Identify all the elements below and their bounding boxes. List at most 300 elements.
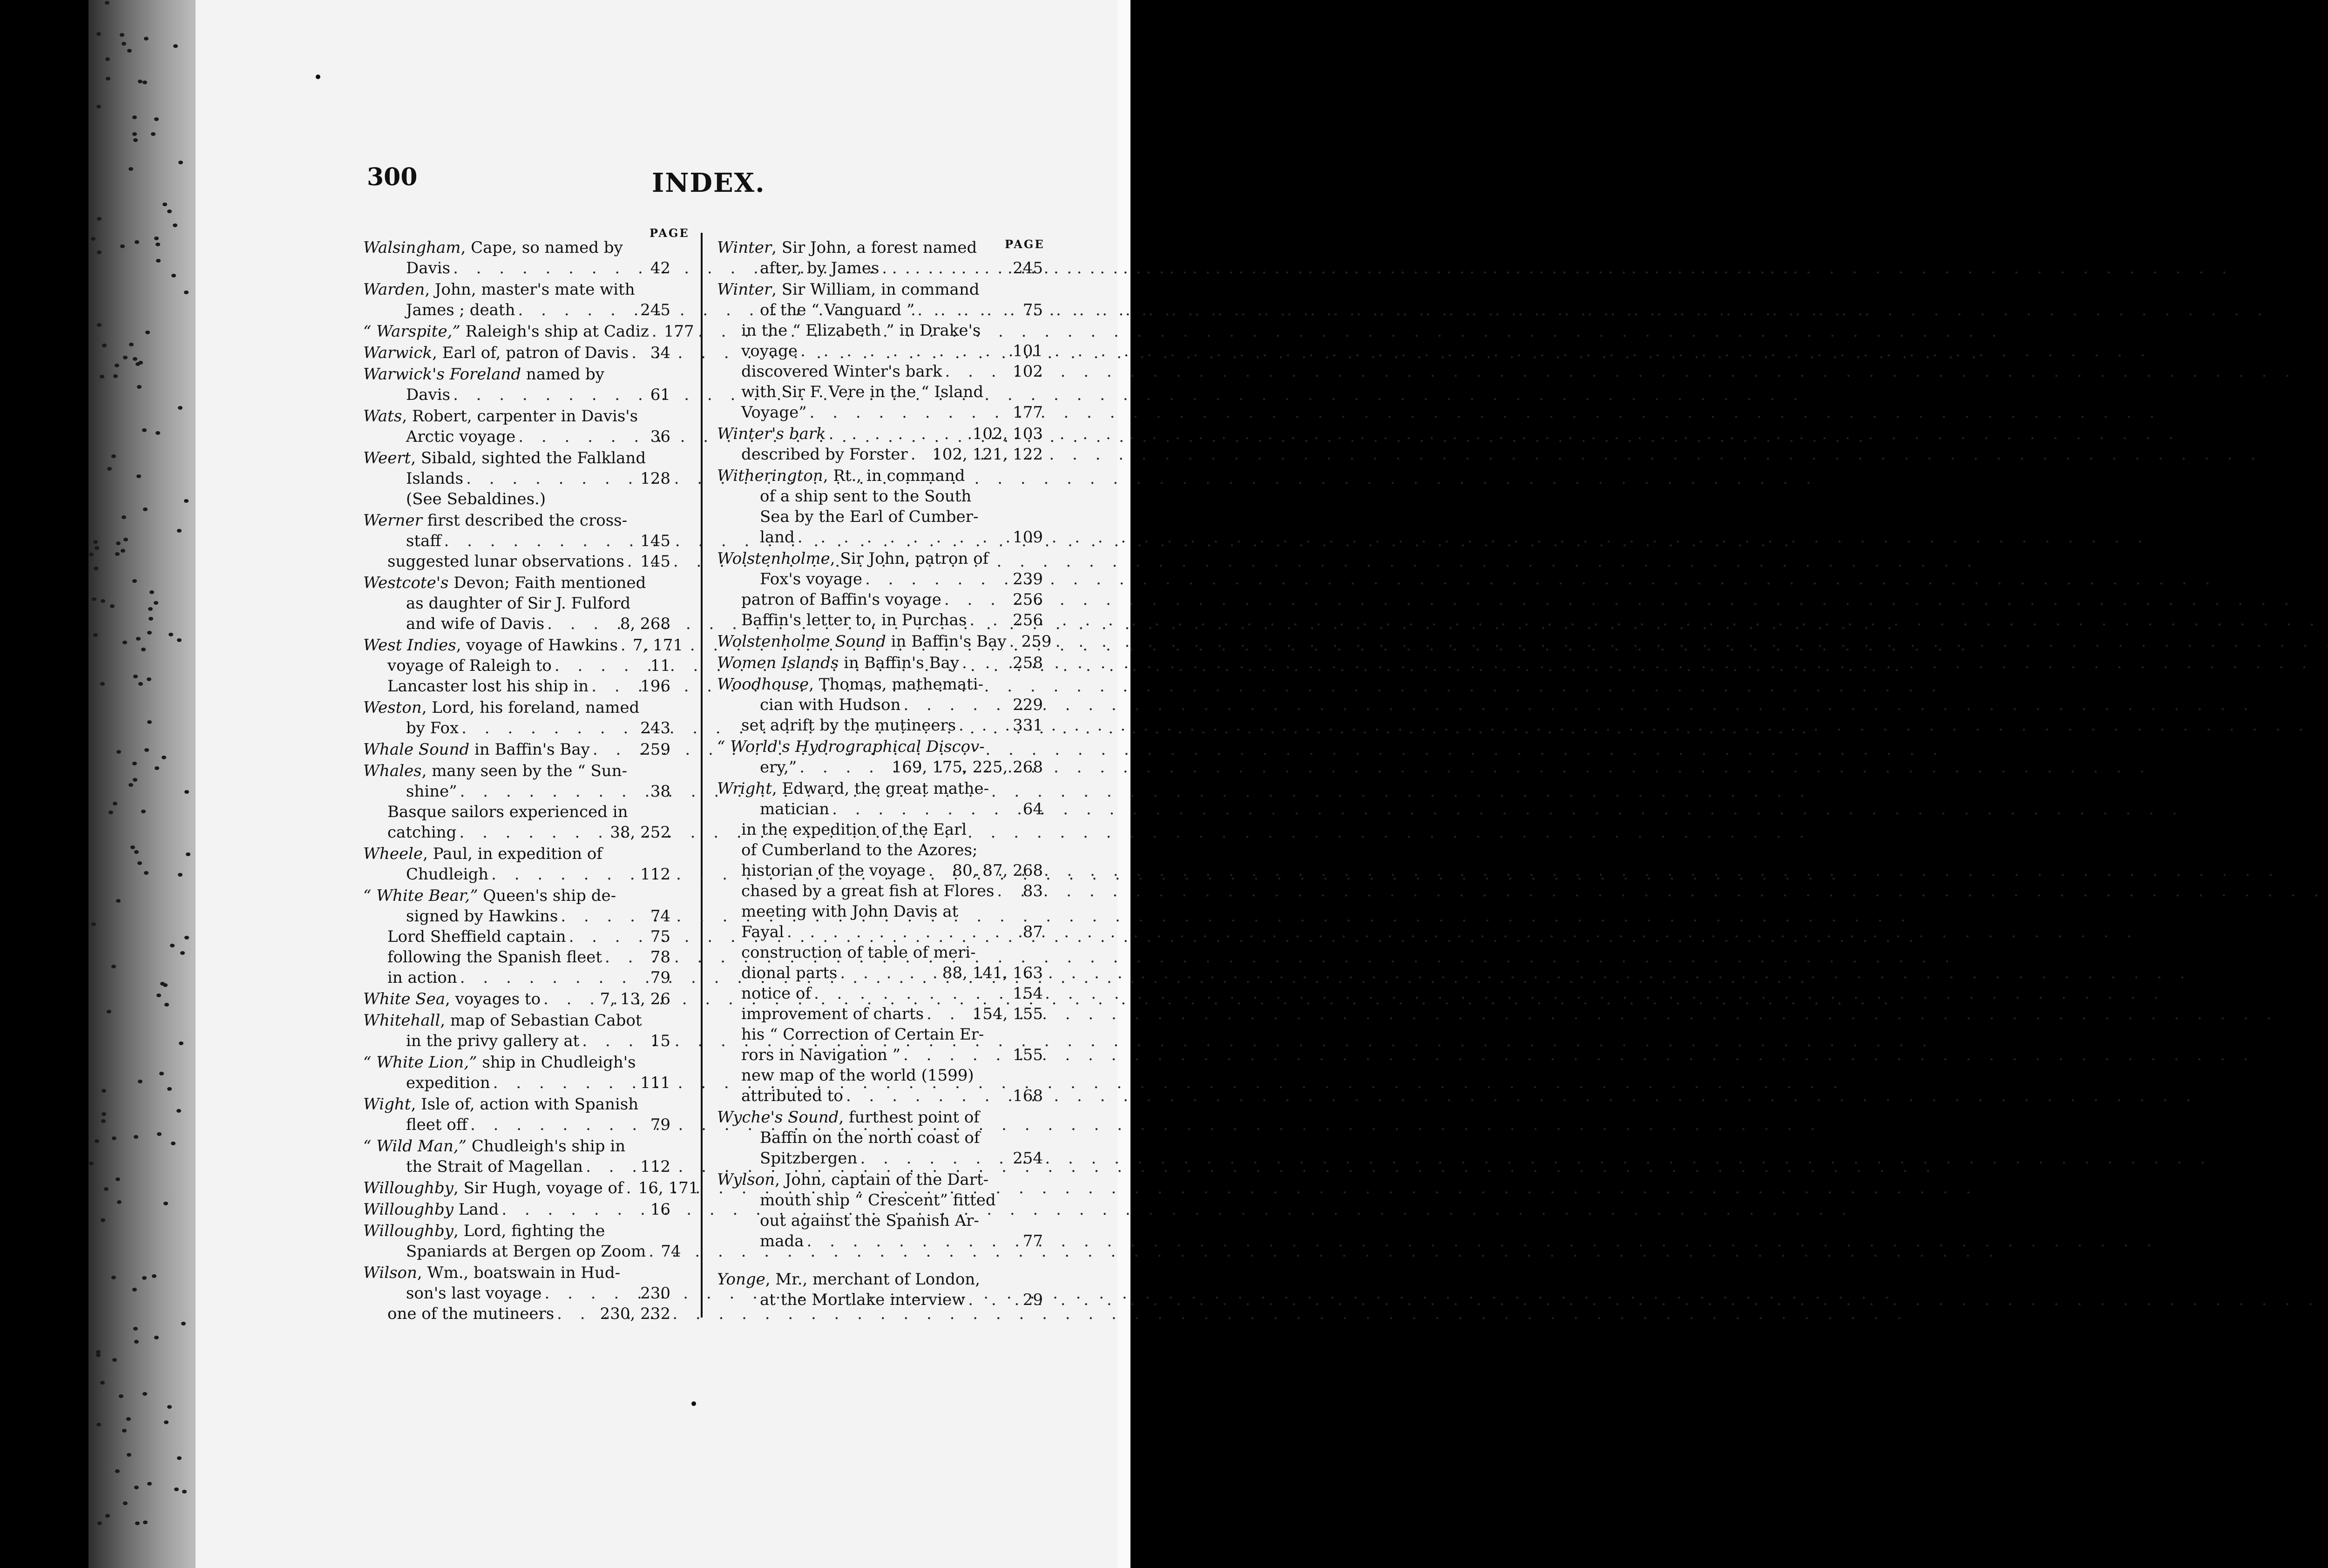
- page-ref: 254: [1013, 1149, 1043, 1168]
- index-line: [363, 1052, 670, 1073]
- index-line: [363, 573, 670, 593]
- edge-speck: [148, 607, 153, 611]
- index-entry: [717, 674, 1043, 736]
- entry-text: Davis: [406, 259, 451, 277]
- index-entry: [717, 1169, 1043, 1251]
- index-line: [363, 718, 670, 738]
- index-entry: [363, 510, 670, 572]
- edge-speck: [133, 1327, 138, 1331]
- index-line: [363, 1031, 670, 1051]
- edge-speck: [97, 1521, 102, 1525]
- edge-speck: [122, 515, 126, 519]
- index-line: [363, 656, 670, 676]
- edge-speck: [116, 541, 121, 545]
- index-line: [717, 610, 1043, 630]
- page-ref: 16: [650, 1200, 670, 1219]
- dot-leader: [544, 614, 620, 634]
- index-line: [363, 406, 670, 426]
- edge-speck: [96, 1423, 101, 1426]
- edge-speck: [96, 32, 101, 36]
- edge-speck: [178, 406, 183, 410]
- page-ref: 38: [650, 782, 670, 801]
- dot-leader: [579, 1031, 650, 1051]
- page-ref: 145: [640, 532, 670, 550]
- index-line: [363, 364, 670, 385]
- index-line: [717, 548, 1043, 569]
- index-line: [363, 531, 670, 551]
- index-line: [717, 1290, 1043, 1310]
- entry-text: in the privy gallery at: [406, 1032, 580, 1050]
- edge-speck: [186, 852, 190, 856]
- page-ref: 145: [640, 552, 670, 571]
- edge-speck: [162, 756, 166, 759]
- index-line: [363, 1199, 670, 1220]
- entry-text: Werner first described the cross-: [363, 511, 628, 530]
- entry-text: catching: [387, 823, 457, 842]
- edge-speck: [154, 237, 159, 240]
- dot-leader: [459, 718, 640, 738]
- entry-text: Fayal: [741, 923, 784, 941]
- index-line: [363, 448, 670, 468]
- entry-text: Willoughby, Sir Hugh, voyage of: [363, 1179, 623, 1197]
- index-line: [717, 737, 1043, 757]
- page-column-label-left: PAGE: [650, 226, 690, 240]
- index-entry: [363, 279, 670, 320]
- edge-speck: [126, 1417, 131, 1421]
- edge-speck: [113, 374, 118, 378]
- edge-speck: [93, 540, 98, 544]
- edge-speck: [171, 274, 176, 277]
- entry-text: Walsingham, Cape, so named by: [363, 238, 623, 257]
- dot-leader: [590, 739, 640, 760]
- index-line: [363, 468, 670, 489]
- page-ref: 169, 175, 225, 268: [892, 758, 1043, 777]
- page-ref: 245: [640, 301, 670, 319]
- page-ref: 80, 87, 268: [952, 861, 1043, 880]
- dot-leader: [589, 676, 640, 696]
- dot-leader: [602, 947, 650, 967]
- index-entry: [717, 466, 1043, 547]
- index-line: [717, 237, 1043, 258]
- index-line: [717, 361, 1043, 382]
- entry-heading: Wilson: [363, 1264, 417, 1282]
- index-line: [717, 674, 1043, 695]
- edge-speck: [170, 944, 175, 947]
- dot-leader: [965, 1290, 1023, 1310]
- index-line: [363, 279, 670, 300]
- page-ref: 154: [1013, 984, 1043, 1003]
- index-entry: [363, 321, 694, 342]
- dot-leader: [456, 822, 610, 843]
- page-ref: 230: [640, 1284, 670, 1303]
- entry-heading: “ Warspite,”: [363, 322, 460, 341]
- edge-speck: [95, 546, 99, 550]
- page-number: 300: [367, 163, 418, 191]
- edge-speck: [167, 1087, 172, 1091]
- index-entry: [363, 364, 670, 405]
- entry-text: in the expedition of the Earl: [741, 820, 967, 839]
- dot-leader: [829, 799, 1023, 819]
- index-line: [363, 237, 670, 258]
- dot-leader: [463, 468, 640, 489]
- page-ref: 11: [650, 656, 670, 675]
- index-line: [717, 279, 1043, 300]
- edge-speck: [102, 1112, 106, 1116]
- index-line: [363, 635, 684, 656]
- edge-speck: [135, 362, 140, 366]
- page-ref: 229: [1013, 696, 1043, 714]
- entry-text: Baffin's letter to, in Purchas: [741, 611, 967, 629]
- index-line: [717, 382, 1043, 402]
- page-ref: 102, 121, 122: [932, 445, 1043, 464]
- entry-text: ery,”: [760, 758, 797, 777]
- index-entry: [717, 237, 1043, 278]
- index-line: [717, 778, 1043, 799]
- dot-leader: [804, 1231, 1023, 1251]
- edge-speck: [156, 243, 160, 246]
- index-line: [717, 757, 1043, 777]
- page-ref: 36: [650, 427, 670, 446]
- edge-speck: [157, 1132, 162, 1136]
- page-ref: 8, 268: [620, 615, 670, 633]
- index-line: [363, 781, 670, 802]
- edge-speck: [164, 1003, 169, 1007]
- index-entry: [363, 1052, 670, 1093]
- entry-text: in action: [387, 968, 457, 987]
- edge-speck: [112, 1136, 116, 1140]
- page-ref: 7, 13, 26: [600, 990, 670, 1008]
- edge-speck: [96, 1353, 101, 1357]
- entry-text: new map of the world (1599): [741, 1066, 974, 1085]
- edge-speck: [121, 549, 125, 553]
- index-line: [717, 983, 1043, 1004]
- page-ref: 112: [640, 1157, 670, 1176]
- index-line: [717, 901, 1043, 922]
- entry-heading: Willoughby: [363, 1222, 453, 1240]
- entry-text: Wolstenholme, Sir John, patron of: [717, 549, 989, 568]
- edge-speck: [115, 1469, 120, 1473]
- entry-text: shine”: [406, 782, 457, 801]
- dot-leader: [541, 989, 600, 1009]
- page-ref: 230, 232: [600, 1304, 670, 1323]
- entry-text: Basque sailors experienced in: [387, 803, 628, 821]
- index-line: [363, 510, 670, 531]
- index-entry: [717, 653, 1043, 673]
- dot-leader: [879, 258, 1013, 278]
- edge-speck: [138, 1080, 142, 1083]
- dot-leader: [618, 635, 633, 656]
- edge-speck: [89, 553, 94, 556]
- edge-speck: [132, 132, 137, 136]
- edge-speck: [101, 599, 105, 603]
- edge-speck: [135, 1521, 140, 1525]
- entry-text: Westcote's Devon; Faith mentioned: [363, 574, 646, 592]
- running-head: INDEX.: [652, 168, 765, 198]
- index-line: [717, 860, 1043, 881]
- edge-speck: [115, 1177, 120, 1181]
- index-line: [363, 1221, 670, 1241]
- entry-text: with Sir F. Vere in the “ Island: [741, 383, 984, 401]
- index-entry: [363, 1010, 670, 1051]
- edge-speck: [123, 356, 128, 359]
- dot-leader: [941, 589, 1013, 610]
- entry-text: after, by James: [760, 259, 880, 277]
- edge-speck: [95, 1139, 99, 1143]
- index-entry: [363, 635, 684, 696]
- entry-heading: “ White Lion,”: [363, 1053, 477, 1072]
- page-ref: 16, 171: [638, 1179, 699, 1197]
- index-entry: [363, 844, 670, 885]
- index-line: [363, 489, 670, 509]
- edge-speck: [130, 845, 135, 849]
- entry-text: of the “ Vanguard ”: [760, 301, 915, 319]
- page-ref: 258: [1013, 654, 1043, 672]
- edge-speck: [177, 638, 182, 642]
- index-line: [363, 761, 670, 781]
- edge-speck: [147, 720, 152, 724]
- entry-text: matician: [760, 800, 830, 818]
- entry-heading: Wyche's Sound: [717, 1108, 839, 1127]
- entry-heading: Whales: [363, 762, 422, 780]
- page-ref: 101: [1013, 342, 1043, 360]
- index-entry: [363, 1221, 681, 1262]
- edge-speck: [160, 982, 165, 986]
- edge-speck: [116, 750, 121, 754]
- entry-heading: Wats: [363, 407, 402, 426]
- index-line: [363, 802, 670, 822]
- edge-speck: [129, 783, 133, 787]
- dot-leader: [811, 983, 1013, 1004]
- edge-speck: [111, 965, 116, 968]
- index-line: [363, 258, 670, 278]
- entry-heading: Wheele: [363, 845, 423, 863]
- index-entry: [363, 1178, 699, 1198]
- edge-speck: [105, 57, 110, 61]
- page-ref: 74: [650, 907, 670, 926]
- entry-text: staff: [406, 532, 441, 550]
- index-line: [717, 1190, 1043, 1210]
- entry-text: Warwick, Earl of, patron of Davis: [363, 344, 629, 362]
- index-line: [717, 922, 1043, 942]
- index-line: [717, 569, 1043, 589]
- entry-heading: Willoughby: [363, 1200, 453, 1219]
- edge-speck: [176, 1109, 181, 1113]
- edge-speck: [92, 597, 96, 601]
- entry-heading: Weston: [363, 698, 422, 717]
- entry-heading: Winter's bark: [717, 425, 826, 443]
- index-line: [363, 822, 670, 843]
- index-line: [363, 676, 670, 696]
- page-ref: 79: [650, 1115, 670, 1134]
- page-ref: 331: [1013, 716, 1043, 735]
- entry-text: of Cumberland to the Azores;: [741, 841, 978, 859]
- entry-text: “ White Bear,” Queen's ship de-: [363, 886, 616, 905]
- edge-speck: [142, 1276, 147, 1280]
- entry-heading: Wolstenholme Sound: [717, 632, 886, 651]
- entry-text: Wheele, Paul, in expedition of: [363, 845, 602, 863]
- edge-speck: [143, 507, 148, 511]
- index-line: [363, 1073, 670, 1093]
- index-line: [363, 1136, 670, 1156]
- edge-speck: [122, 42, 126, 46]
- entry-heading: “ Wild Man,”: [363, 1137, 467, 1156]
- edge-speck: [122, 1429, 127, 1433]
- page-ref: 61: [650, 385, 670, 404]
- index-line: [717, 963, 1043, 983]
- edge-speck: [102, 344, 107, 347]
- edge-speck: [100, 1381, 105, 1385]
- dot-leader: [914, 300, 1022, 320]
- index-line: [363, 1263, 670, 1283]
- dot-leader: [450, 385, 650, 405]
- entry-text: Sea by the Earl of Cumber-: [760, 507, 979, 526]
- index-line: [717, 527, 1043, 547]
- index-line: [363, 697, 670, 718]
- dot-leader: [554, 1304, 600, 1324]
- book-page-edges: [88, 0, 196, 1568]
- index-line: [717, 589, 1043, 610]
- edge-speck: [122, 641, 127, 644]
- edge-speck: [164, 1420, 169, 1424]
- index-entry: [717, 548, 1043, 630]
- index-line: [717, 881, 1043, 901]
- dot-leader: [826, 424, 973, 444]
- index-line: [363, 947, 670, 967]
- index-entry: [363, 739, 670, 760]
- edge-speck: [174, 1487, 179, 1491]
- dot-leader: [967, 610, 1013, 630]
- dot-leader: [807, 402, 1013, 423]
- entry-text: Winter, Sir John, a forest named: [717, 238, 977, 257]
- index-line: [363, 967, 670, 988]
- dot-leader: [515, 300, 641, 320]
- edge-speck: [167, 210, 172, 213]
- page-ref: 245: [1013, 259, 1043, 277]
- entry-text: set adrift by the mutineers: [741, 716, 956, 735]
- page-ref: 102, 103: [972, 425, 1043, 443]
- dot-leader: [956, 715, 1013, 736]
- edge-speck: [97, 217, 102, 221]
- index-line: [717, 1231, 1043, 1251]
- edge-speck: [117, 1200, 122, 1204]
- dot-leader: [629, 343, 650, 363]
- entry-text: discovered Winter's bark: [741, 362, 942, 381]
- edge-speck: [167, 1405, 172, 1409]
- edge-speck: [136, 637, 141, 641]
- entry-heading: Winter: [717, 280, 772, 299]
- edge-speck: [105, 1, 109, 5]
- index-line: [717, 486, 1043, 507]
- dot-leader: [795, 527, 1013, 547]
- edge-speck: [144, 748, 149, 752]
- entry-text: suggested lunar observations: [387, 552, 624, 571]
- entry-text: Lord Sheffield captain: [387, 927, 566, 946]
- entry-heading: “ White Bear,”: [363, 886, 478, 905]
- entry-heading: White Sea: [363, 990, 445, 1008]
- entry-text: Whales, many seen by the “ Sun-: [363, 762, 628, 780]
- entry-text: patron of Baffin's voyage: [741, 590, 941, 609]
- edge-speck: [181, 1322, 186, 1325]
- entry-text: chased by a great fish at Flores: [741, 882, 995, 900]
- entry-text: cian with Hudson: [760, 696, 901, 714]
- index-line: [363, 906, 670, 926]
- edge-speck: [137, 861, 142, 865]
- entry-text: one of the mutineers: [387, 1304, 555, 1323]
- page-ref: 7, 171: [632, 636, 684, 655]
- entry-text: construction of table of meri-: [741, 943, 976, 962]
- edge-speck: [133, 675, 138, 678]
- entry-text: “ Warspite,” Raleigh's ship at Cadiz: [363, 322, 649, 341]
- edge-speck: [89, 1162, 94, 1165]
- dot-leader: [862, 569, 1013, 589]
- index-line: [717, 1210, 1043, 1231]
- edge-speck: [133, 138, 138, 142]
- entry-text: in the “ Elizabeth ” in Drake's: [741, 321, 981, 340]
- index-entry: [717, 778, 1043, 1106]
- edge-speck: [147, 677, 151, 681]
- edge-speck: [141, 810, 146, 813]
- entry-heading: Whitehall: [363, 1011, 440, 1030]
- index-line: [717, 1065, 1043, 1086]
- index-line: [363, 989, 670, 1009]
- dot-leader: [797, 757, 892, 777]
- page-ref: 34: [650, 344, 670, 362]
- edge-speck: [100, 375, 104, 378]
- index-entry: [717, 1107, 1043, 1169]
- edge-speck: [144, 37, 149, 41]
- edge-speck: [101, 1119, 106, 1123]
- edge-speck: [107, 467, 112, 471]
- edge-speck: [143, 1521, 148, 1524]
- scan-speck: [691, 1401, 696, 1406]
- entry-text: Warwick's Foreland named by: [363, 365, 605, 384]
- edge-speck: [142, 428, 147, 432]
- entry-text: expedition: [406, 1074, 490, 1092]
- dot-leader: [552, 656, 650, 676]
- edge-speck: [112, 1358, 117, 1362]
- edge-speck: [155, 766, 159, 770]
- dot-leader: [784, 922, 1023, 942]
- entry-text: signed by Hawkins: [406, 907, 558, 926]
- dot-leader: [926, 860, 952, 881]
- edge-speck: [123, 1501, 128, 1505]
- index-entry: [363, 697, 670, 738]
- page-ref: 75: [1022, 301, 1043, 319]
- index-line: [363, 844, 670, 864]
- entry-heading: Warwick's Foreland: [363, 365, 521, 384]
- index-line: [717, 1128, 1043, 1148]
- dot-leader: [624, 551, 640, 572]
- edge-speck: [91, 922, 96, 926]
- entry-heading: Women Islands: [717, 654, 839, 672]
- index-column-right: [717, 237, 1052, 1311]
- edge-speck: [149, 590, 154, 594]
- letter-gap: [717, 1252, 1043, 1269]
- dot-leader: [959, 653, 1013, 673]
- page-ref: 38, 252: [610, 823, 670, 842]
- dot-leader: [924, 1004, 972, 1024]
- index-line: [717, 695, 1043, 715]
- edge-speck: [120, 33, 124, 37]
- entry-text: Wilson, Wm., boatswain in Hud-: [363, 1264, 621, 1282]
- index-line: [363, 926, 670, 947]
- dot-leader: [583, 1156, 640, 1177]
- edge-speck: [144, 871, 149, 875]
- index-line: [363, 1304, 670, 1324]
- entry-text: Whitehall, map of Sebastian Cabot: [363, 1011, 642, 1030]
- entry-text: Spaniards at Bergen op Zoom: [406, 1242, 646, 1261]
- entry-heading: Warwick: [363, 344, 433, 362]
